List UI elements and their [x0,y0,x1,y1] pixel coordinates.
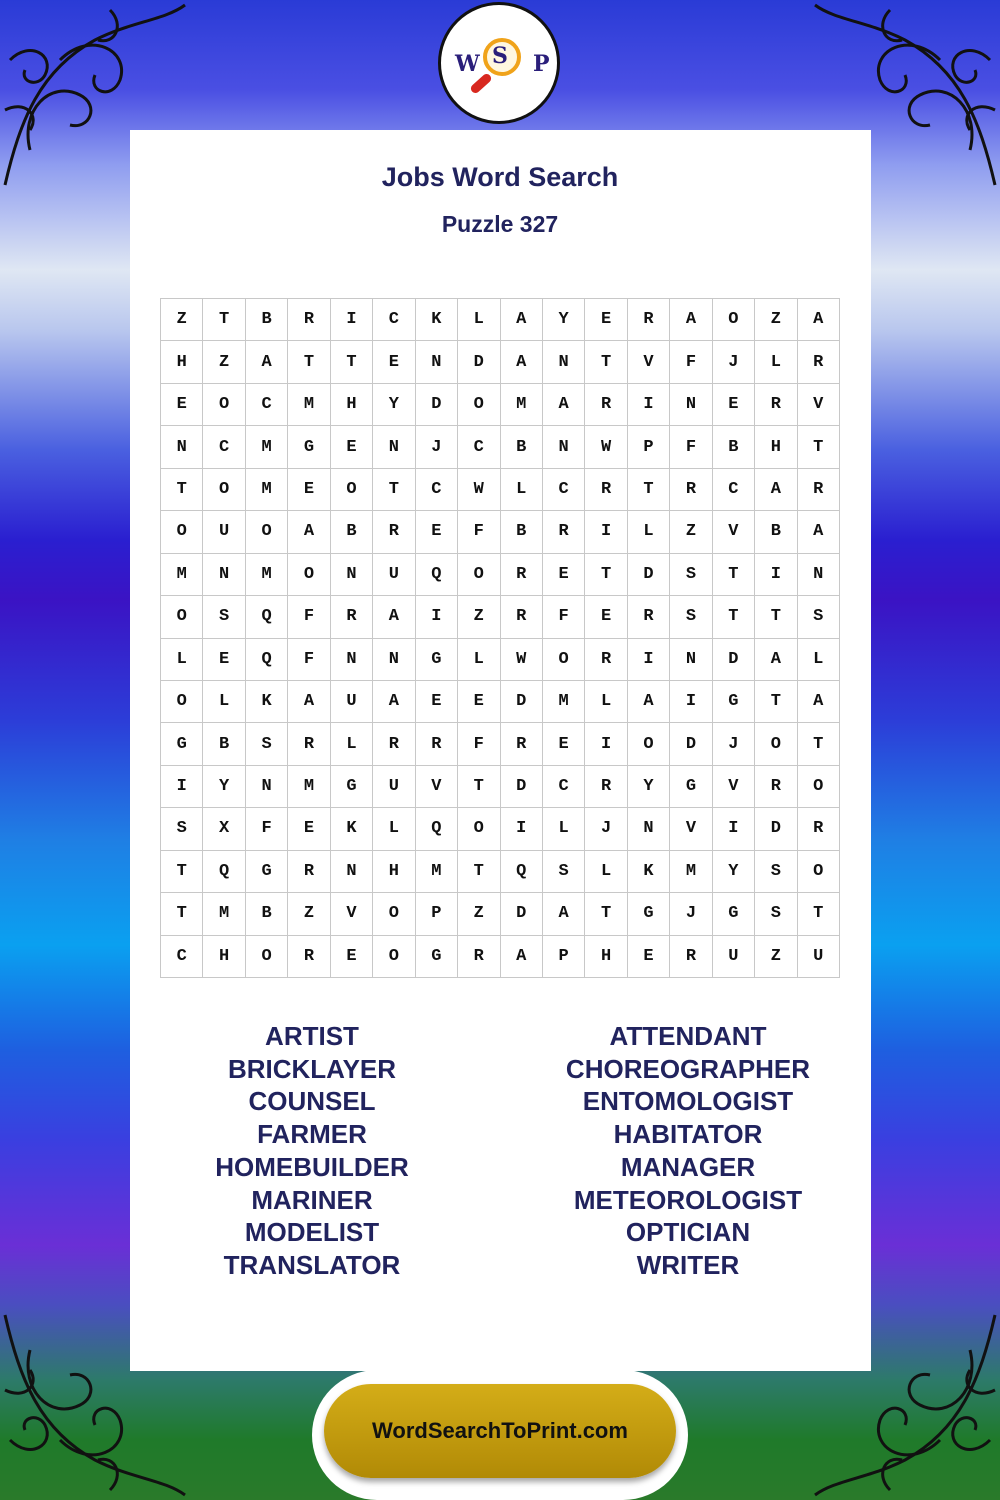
grid-cell: E [585,596,627,638]
grid-cell: R [755,766,797,808]
grid-cell: Q [416,554,458,596]
grid-cell: G [713,681,755,723]
grid-cell: N [798,554,840,596]
grid-cell: R [501,723,543,765]
grid-cell: O [288,554,330,596]
grid-cell: F [670,426,712,468]
grid-cell: R [288,723,330,765]
grid-cell: M [246,426,288,468]
grid-cell: V [331,893,373,935]
grid-cell: O [161,681,203,723]
word-item: TRANSLATOR [223,1249,401,1280]
logo-letter-w: W [455,51,480,77]
word-item: CHOREOGRAPHER [565,1053,811,1084]
grid-cell: V [416,766,458,808]
grid-cell: Q [501,851,543,893]
grid-cell: C [416,469,458,511]
grid-cell: O [246,936,288,978]
grid-cell: Z [288,893,330,935]
grid-cell: Q [246,639,288,681]
grid-cell: F [246,808,288,850]
grid-cell: B [501,426,543,468]
grid-cell: G [246,851,288,893]
grid-cell: O [458,554,500,596]
grid-cell: M [543,681,585,723]
grid-cell: A [246,341,288,383]
grid-cell: R [458,936,500,978]
grid-cell: A [543,893,585,935]
puzzle-title: Jobs Word Search [381,162,619,192]
grid-cell: V [798,384,840,426]
grid-cell: R [288,851,330,893]
grid-cell: Y [203,766,245,808]
grid-cell: U [331,681,373,723]
grid-cell: Y [543,299,585,341]
grid-cell: T [585,554,627,596]
puzzle-number: Puzzle 327 [441,211,559,237]
grid-cell: Z [670,511,712,553]
word-list-right [528,1020,848,1282]
grid-cell: T [458,766,500,808]
grid-cell: I [628,639,670,681]
grid-cell: Z [755,936,797,978]
grid-cell: O [331,469,373,511]
grid-cell: L [628,511,670,553]
grid-cell: E [585,299,627,341]
grid-cell: Z [161,299,203,341]
grid-cell: O [458,384,500,426]
grid-cell: O [161,511,203,553]
grid-cell: L [585,851,627,893]
grid-cell: O [246,511,288,553]
grid-cell: T [331,341,373,383]
grid-cell: I [501,808,543,850]
grid-cell: K [331,808,373,850]
grid-cell: N [543,426,585,468]
grid-cell: T [755,596,797,638]
grid-cell: M [288,766,330,808]
grid-cell: G [628,893,670,935]
grid-cell: L [203,681,245,723]
grid-cell: T [713,596,755,638]
grid-cell: M [416,851,458,893]
grid-cell: I [713,808,755,850]
grid-cell: C [543,469,585,511]
grid-cell: R [543,511,585,553]
grid-cell: E [543,723,585,765]
grid-cell: C [458,426,500,468]
grid-cell: V [713,766,755,808]
grid-cell: T [373,469,415,511]
grid-cell: D [713,639,755,681]
word-item: OPTICIAN [625,1217,751,1248]
grid-cell: Z [203,341,245,383]
grid-cell: K [246,681,288,723]
grid-cell: H [373,851,415,893]
grid-cell: S [670,596,712,638]
grid-cell: G [288,426,330,468]
grid-cell: R [501,596,543,638]
grid-cell: H [755,426,797,468]
grid-cell: Y [628,766,670,808]
grid-cell: I [755,554,797,596]
grid-cell: N [331,851,373,893]
grid-cell: S [755,851,797,893]
grid-cell: S [798,596,840,638]
grid-cell: U [373,554,415,596]
word-item: ARTIST [265,1021,359,1051]
grid-cell: O [798,851,840,893]
grid-cell: R [416,723,458,765]
grid-cell: K [416,299,458,341]
grid-cell: H [585,936,627,978]
grid-cell: R [755,384,797,426]
grid-cell: T [458,851,500,893]
grid-cell: P [628,426,670,468]
grid-cell: U [373,766,415,808]
grid-cell: F [458,511,500,553]
grid-cell: R [585,639,627,681]
word-item: MODELIST [244,1217,380,1248]
grid-cell: A [755,469,797,511]
grid-cell: Z [458,893,500,935]
grid-cell: V [713,511,755,553]
grid-cell: R [331,596,373,638]
grid-cell: F [288,639,330,681]
logo-letter-s: S [492,43,508,69]
grid-cell: Y [713,851,755,893]
grid-cell: M [288,384,330,426]
grid-cell: M [501,384,543,426]
grid-cell: M [670,851,712,893]
grid-cell: O [755,723,797,765]
grid-cell: B [331,511,373,553]
grid-cell: P [416,893,458,935]
grid-cell: S [161,808,203,850]
grid-cell: Z [755,299,797,341]
grid-cell: G [713,893,755,935]
grid-cell: L [161,639,203,681]
grid-cell: O [713,299,755,341]
grid-cell: J [585,808,627,850]
site-link-button[interactable]: WordSearchToPrint.com [324,1384,676,1478]
grid-cell: Y [373,384,415,426]
grid-cell: O [373,893,415,935]
grid-cell: R [288,299,330,341]
grid-cell: C [543,766,585,808]
grid-cell: E [203,639,245,681]
grid-cell: I [161,766,203,808]
grid-cell: T [798,723,840,765]
grid-cell: R [670,469,712,511]
grid-cell: N [628,808,670,850]
grid-cell: G [416,936,458,978]
grid-cell: H [203,936,245,978]
grid-cell: T [203,299,245,341]
grid-cell: G [670,766,712,808]
grid-cell: S [670,554,712,596]
grid-cell: F [458,723,500,765]
grid-cell: L [501,469,543,511]
grid-cell: S [203,596,245,638]
grid-cell: J [670,893,712,935]
grid-cell: J [713,341,755,383]
grid-cell: B [203,723,245,765]
grid-cell: B [246,299,288,341]
wsp-logo[interactable] [438,2,560,124]
grid-cell: T [161,893,203,935]
grid-cell: R [798,469,840,511]
grid-cell: W [585,426,627,468]
grid-cell: R [628,299,670,341]
grid-cell: R [798,808,840,850]
grid-cell: S [246,723,288,765]
grid-cell: N [203,554,245,596]
grid-cell: R [628,596,670,638]
grid-cell: T [585,341,627,383]
grid-cell: X [203,808,245,850]
grid-cell: O [798,766,840,808]
grid-cell: T [798,893,840,935]
grid-cell: O [203,469,245,511]
grid-cell: W [458,469,500,511]
grid-cell: A [543,384,585,426]
grid-cell: N [373,639,415,681]
grid-cell: C [713,469,755,511]
grid-cell: H [331,384,373,426]
grid-cell: C [373,299,415,341]
grid-cell: D [458,341,500,383]
grid-cell: T [585,893,627,935]
grid-cell: A [373,681,415,723]
grid-cell: D [628,554,670,596]
grid-cell: D [501,893,543,935]
grid-cell: A [288,681,330,723]
grid-cell: J [713,723,755,765]
grid-cell: D [755,808,797,850]
grid-cell: B [246,893,288,935]
grid-cell: O [203,384,245,426]
grid-cell: V [670,808,712,850]
grid-cell: A [288,511,330,553]
grid-cell: R [501,554,543,596]
grid-cell: N [670,384,712,426]
grid-cell: A [798,511,840,553]
word-item: MARINER [251,1184,373,1215]
grid-cell: T [161,851,203,893]
grid-cell: S [755,893,797,935]
grid-cell: N [331,554,373,596]
grid-cell: A [501,936,543,978]
word-item: COUNSEL [248,1086,376,1117]
grid-cell: D [501,681,543,723]
grid-cell: M [246,469,288,511]
grid-cell: D [416,384,458,426]
grid-cell: J [416,426,458,468]
grid-cell: K [628,851,670,893]
grid-cell: T [755,681,797,723]
grid-cell: E [543,554,585,596]
grid-cell: L [331,723,373,765]
grid-cell: L [458,299,500,341]
grid-cell: M [246,554,288,596]
word-item: WRITER [636,1249,740,1280]
grid-cell: L [543,808,585,850]
grid-cell: D [501,766,543,808]
grid-cell: R [585,469,627,511]
grid-cell: P [543,936,585,978]
grid-cell: D [670,723,712,765]
grid-cell: M [203,893,245,935]
grid-cell: E [161,384,203,426]
grid-cell: G [161,723,203,765]
grid-cell: A [373,596,415,638]
grid-cell: Q [416,808,458,850]
grid-cell: S [543,851,585,893]
grid-cell: N [331,639,373,681]
grid-cell: T [288,341,330,383]
grid-cell: I [628,384,670,426]
grid-cell: O [628,723,670,765]
grid-cell: Z [458,596,500,638]
grid-cell: F [543,596,585,638]
word-item: METEOROLOGIST [573,1184,803,1215]
grid-cell: B [755,511,797,553]
grid-cell: R [798,341,840,383]
grid-cell: E [416,511,458,553]
letter-grid [160,298,840,978]
grid-cell: I [585,723,627,765]
grid-cell: A [501,341,543,383]
grid-cell: U [798,936,840,978]
grid-cell: L [458,639,500,681]
grid-cell: I [585,511,627,553]
grid-cell: E [458,681,500,723]
grid-cell: A [670,299,712,341]
grid-cell: L [798,639,840,681]
grid-cell: N [161,426,203,468]
word-item: ENTOMOLOGIST [582,1086,794,1117]
word-item: ATTENDANT [609,1021,767,1051]
grid-cell: R [373,511,415,553]
grid-cell: G [331,766,373,808]
grid-cell: U [713,936,755,978]
word-item: FARMER [257,1119,367,1150]
grid-cell: H [161,341,203,383]
grid-cell: W [501,639,543,681]
grid-cell: F [670,341,712,383]
grid-cell: B [713,426,755,468]
grid-cell: I [670,681,712,723]
grid-cell: O [373,936,415,978]
grid-cell: O [161,596,203,638]
word-item: MANAGER [620,1151,756,1182]
grid-cell: T [161,469,203,511]
grid-cell: E [331,936,373,978]
grid-cell: N [543,341,585,383]
word-item: HOMEBUILDER [215,1151,409,1182]
grid-cell: A [755,639,797,681]
grid-cell: G [416,639,458,681]
grid-cell: O [543,639,585,681]
grid-cell: E [331,426,373,468]
grid-cell: U [203,511,245,553]
grid-cell: Q [203,851,245,893]
grid-cell: R [288,936,330,978]
grid-cell: L [585,681,627,723]
logo-letter-p: P [533,51,550,77]
grid-cell: N [246,766,288,808]
grid-cell: E [416,681,458,723]
grid-cell: T [713,554,755,596]
grid-cell: E [288,469,330,511]
grid-cell: E [373,341,415,383]
grid-cell: V [628,341,670,383]
grid-cell: R [670,936,712,978]
grid-cell: F [288,596,330,638]
grid-cell: N [373,426,415,468]
grid-cell: O [458,808,500,850]
grid-cell: R [373,723,415,765]
grid-cell: A [798,681,840,723]
grid-cell: A [501,299,543,341]
grid-cell: Q [246,596,288,638]
grid-cell: A [798,299,840,341]
grid-cell: R [585,766,627,808]
grid-cell: B [501,511,543,553]
grid-cell: L [373,808,415,850]
grid-cell: E [713,384,755,426]
grid-cell: C [161,936,203,978]
grid-cell: A [628,681,670,723]
grid-cell: E [288,808,330,850]
grid-cell: T [798,426,840,468]
grid-cell: C [246,384,288,426]
word-item: BRICKLAYER [227,1053,397,1084]
grid-cell: N [670,639,712,681]
grid-cell: R [585,384,627,426]
grid-cell: N [416,341,458,383]
grid-cell: T [628,469,670,511]
word-list-left [152,1020,472,1282]
grid-cell: M [161,554,203,596]
word-item: HABITATOR [613,1119,763,1150]
grid-cell: L [755,341,797,383]
grid-cell: I [331,299,373,341]
grid-cell: I [416,596,458,638]
grid-cell: C [203,426,245,468]
grid-cell: E [628,936,670,978]
